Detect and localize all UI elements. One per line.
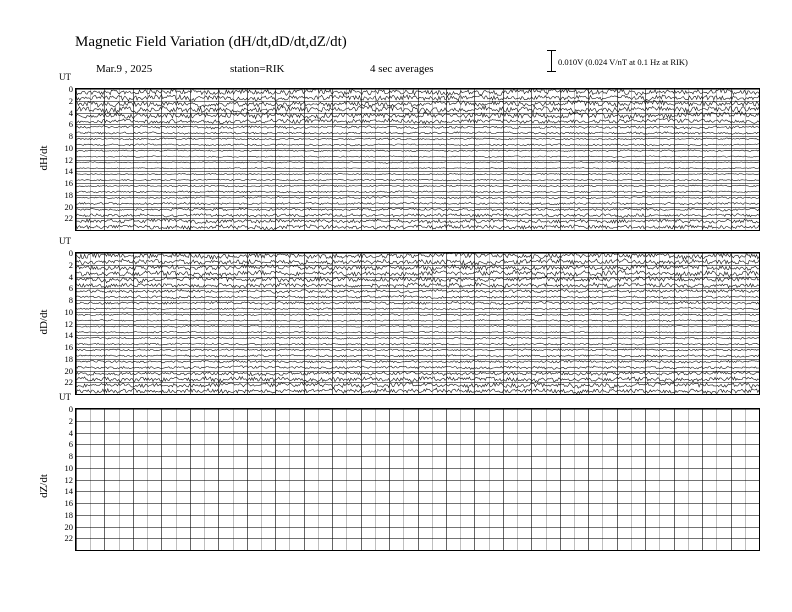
trace-line — [76, 168, 759, 169]
gridline-vertical — [332, 409, 333, 550]
trace-line — [76, 179, 759, 181]
ut-tick-label: 16 — [64, 178, 73, 188]
trace-line — [76, 326, 759, 328]
ut-tick-label: 12 — [64, 154, 73, 165]
gridline-vertical — [133, 409, 134, 550]
ut-tick-label: 4 — [68, 107, 73, 118]
ut-tick-label: 10 — [64, 142, 73, 153]
trace-line — [76, 382, 759, 388]
trace-line — [76, 301, 759, 304]
gridline-vertical — [361, 409, 362, 550]
trace-line — [76, 156, 759, 158]
trace-line — [76, 366, 759, 370]
ut-tick-label: 14 — [64, 166, 73, 177]
trace-line — [76, 89, 759, 96]
gridline-vertical — [531, 409, 532, 550]
trace-line — [76, 150, 759, 152]
gridline-vertical — [503, 409, 504, 550]
gridline-horizontal — [76, 230, 759, 231]
ut-tick-label: 6 — [68, 283, 73, 294]
ut-tick-label: 2 — [68, 95, 73, 106]
trace-line — [76, 112, 759, 119]
gridline-vertical — [346, 409, 347, 550]
ut-tick-label: 22 — [64, 377, 73, 388]
trace-line — [76, 253, 759, 260]
gridline-vertical — [716, 409, 717, 550]
gridline-vertical — [560, 409, 561, 550]
gridline-vertical — [204, 409, 205, 550]
gridline-vertical — [119, 409, 120, 550]
ut-tick-label: 4 — [68, 427, 73, 438]
observation-date: Mar.9 , 2025 — [96, 63, 153, 75]
trace-line — [76, 289, 759, 293]
station-name: station=RIK — [230, 63, 285, 75]
gridline-vertical — [289, 409, 290, 550]
trace-line — [76, 388, 759, 394]
gridline-vertical — [104, 409, 105, 550]
ut-tick-label: 12 — [64, 318, 73, 329]
trace-line — [76, 276, 759, 283]
ut-tick-label: 10 — [64, 306, 73, 317]
gridline-vertical — [261, 409, 262, 550]
trace-line — [76, 343, 759, 345]
gridline-vertical — [645, 409, 646, 550]
gridline-vertical — [190, 409, 191, 550]
ut-tick-label: 18 — [64, 189, 73, 200]
ut-tick-label: 18 — [64, 509, 73, 520]
gridline-vertical — [218, 409, 219, 550]
gridline-vertical — [460, 409, 461, 550]
trace-group — [76, 89, 759, 230]
ut-tick-label: 20 — [64, 365, 73, 376]
ut-tick-label: 6 — [68, 439, 73, 450]
ut-tick-label: 6 — [68, 119, 73, 130]
trace-line — [76, 314, 759, 316]
gridline-vertical — [147, 409, 148, 550]
gridline-vertical — [759, 253, 760, 394]
trace-line — [76, 320, 759, 322]
gridline-vertical — [588, 409, 589, 550]
ut-tick-label: 16 — [64, 342, 73, 352]
gridline-vertical — [546, 409, 547, 550]
ut-tick-label: 8 — [68, 131, 73, 141]
gridline-vertical — [375, 409, 376, 550]
gridline-vertical — [617, 409, 618, 550]
trace-line — [76, 208, 759, 211]
panel-1-axis-label: dD/dt — [38, 309, 50, 335]
trace-line — [76, 191, 759, 193]
trace-line — [76, 162, 759, 164]
trace-line — [76, 360, 759, 363]
trace-line — [76, 138, 759, 140]
gridline-vertical — [631, 409, 632, 550]
page-title: Magnetic Field Variation (dH/dt,dD/dt,dZ/dt) — [75, 34, 347, 50]
trace-line — [76, 174, 759, 175]
ut-tick-label: 0 — [68, 404, 73, 414]
ut-tick-label: 16 — [64, 498, 73, 508]
trace-line — [76, 308, 759, 310]
gridline-vertical — [745, 409, 746, 550]
trace-line — [76, 144, 759, 146]
trace-line — [76, 337, 759, 339]
gridline-vertical — [90, 409, 91, 550]
trace-line — [76, 225, 759, 230]
gridline-vertical — [304, 409, 305, 550]
trace-line — [76, 295, 759, 299]
ut-tick-label: 0 — [68, 248, 73, 258]
gridline-vertical — [674, 409, 675, 550]
gridline-vertical — [418, 409, 419, 550]
trace-group — [76, 253, 759, 394]
gridline-vertical — [489, 409, 490, 550]
trace-line — [76, 202, 759, 205]
ut-tick-label: 20 — [64, 201, 73, 212]
gridline-vertical — [275, 409, 276, 550]
trace-line — [76, 214, 759, 218]
gridline-vertical — [403, 409, 404, 550]
panel-dzdt — [64, 404, 760, 551]
gridline-vertical — [432, 409, 433, 550]
gridline-vertical — [474, 409, 475, 550]
trace-line — [76, 265, 759, 271]
panel-dddt — [64, 248, 760, 395]
gridline-vertical — [574, 409, 575, 550]
ut-tick-label: 8 — [68, 295, 73, 305]
trace-line — [76, 371, 759, 376]
gridline-vertical — [247, 409, 248, 550]
trace-line — [76, 185, 759, 187]
ut-tick-label: 20 — [64, 521, 73, 532]
panel-0-ut-header: UT — [59, 72, 71, 82]
gridline-vertical — [318, 409, 319, 550]
ut-tick-label: 14 — [64, 486, 73, 497]
trace-line — [76, 132, 759, 135]
trace-line — [76, 218, 759, 223]
trace-line — [76, 331, 759, 333]
gridline-vertical — [702, 409, 703, 550]
ut-tick-label: 10 — [64, 462, 73, 473]
scale-bar-label: 0.010V (0.024 V/nT at 0.1 Hz at RIK) — [558, 57, 688, 67]
panel-2-axis-label: dZ/dt — [38, 474, 50, 498]
gridline-vertical — [602, 409, 603, 550]
gridline-vertical — [759, 409, 760, 550]
ut-tick-label: 8 — [68, 451, 73, 461]
trace-line — [76, 377, 759, 383]
trace-line — [76, 349, 759, 352]
gridline-vertical — [76, 409, 77, 550]
gridline-vertical — [161, 409, 162, 550]
gridline-vertical — [659, 409, 660, 550]
trace-line — [76, 355, 759, 358]
trace-line — [76, 106, 759, 113]
trace-line — [76, 282, 759, 288]
trace-line — [76, 259, 759, 265]
gridline-vertical — [389, 409, 390, 550]
gridline-vertical — [759, 89, 760, 230]
gridline-horizontal — [76, 550, 759, 551]
panel-0-axis-label: dH/dt — [38, 145, 50, 171]
ut-tick-label: 22 — [64, 213, 73, 224]
gridline-vertical — [688, 409, 689, 550]
gridline-vertical — [517, 409, 518, 550]
trace-line — [76, 119, 759, 124]
gridline-vertical — [176, 409, 177, 550]
gridline-vertical — [446, 409, 447, 550]
ut-tick-label: 4 — [68, 271, 73, 282]
panel-1-ut-header: UT — [59, 236, 71, 246]
panel-dhdt — [64, 84, 760, 231]
ut-tick-label: 2 — [68, 415, 73, 426]
scale-bar-icon — [545, 50, 559, 72]
ut-tick-label: 22 — [64, 533, 73, 544]
trace-line — [76, 270, 759, 277]
ut-tick-label: 14 — [64, 330, 73, 341]
trace-line — [76, 197, 759, 199]
ut-tick-label: 2 — [68, 259, 73, 270]
panel-2-ut-header: UT — [59, 392, 71, 402]
ut-tick-label: 18 — [64, 353, 73, 364]
gridline-vertical — [233, 409, 234, 550]
gridline-vertical — [731, 409, 732, 550]
trace-line — [76, 95, 759, 101]
ut-tick-label: 12 — [64, 474, 73, 485]
trace-line — [76, 126, 759, 129]
ut-tick-label: 0 — [68, 84, 73, 94]
gridline-horizontal — [76, 394, 759, 395]
trace-line — [76, 100, 759, 107]
averaging-interval: 4 sec averages — [370, 63, 434, 75]
